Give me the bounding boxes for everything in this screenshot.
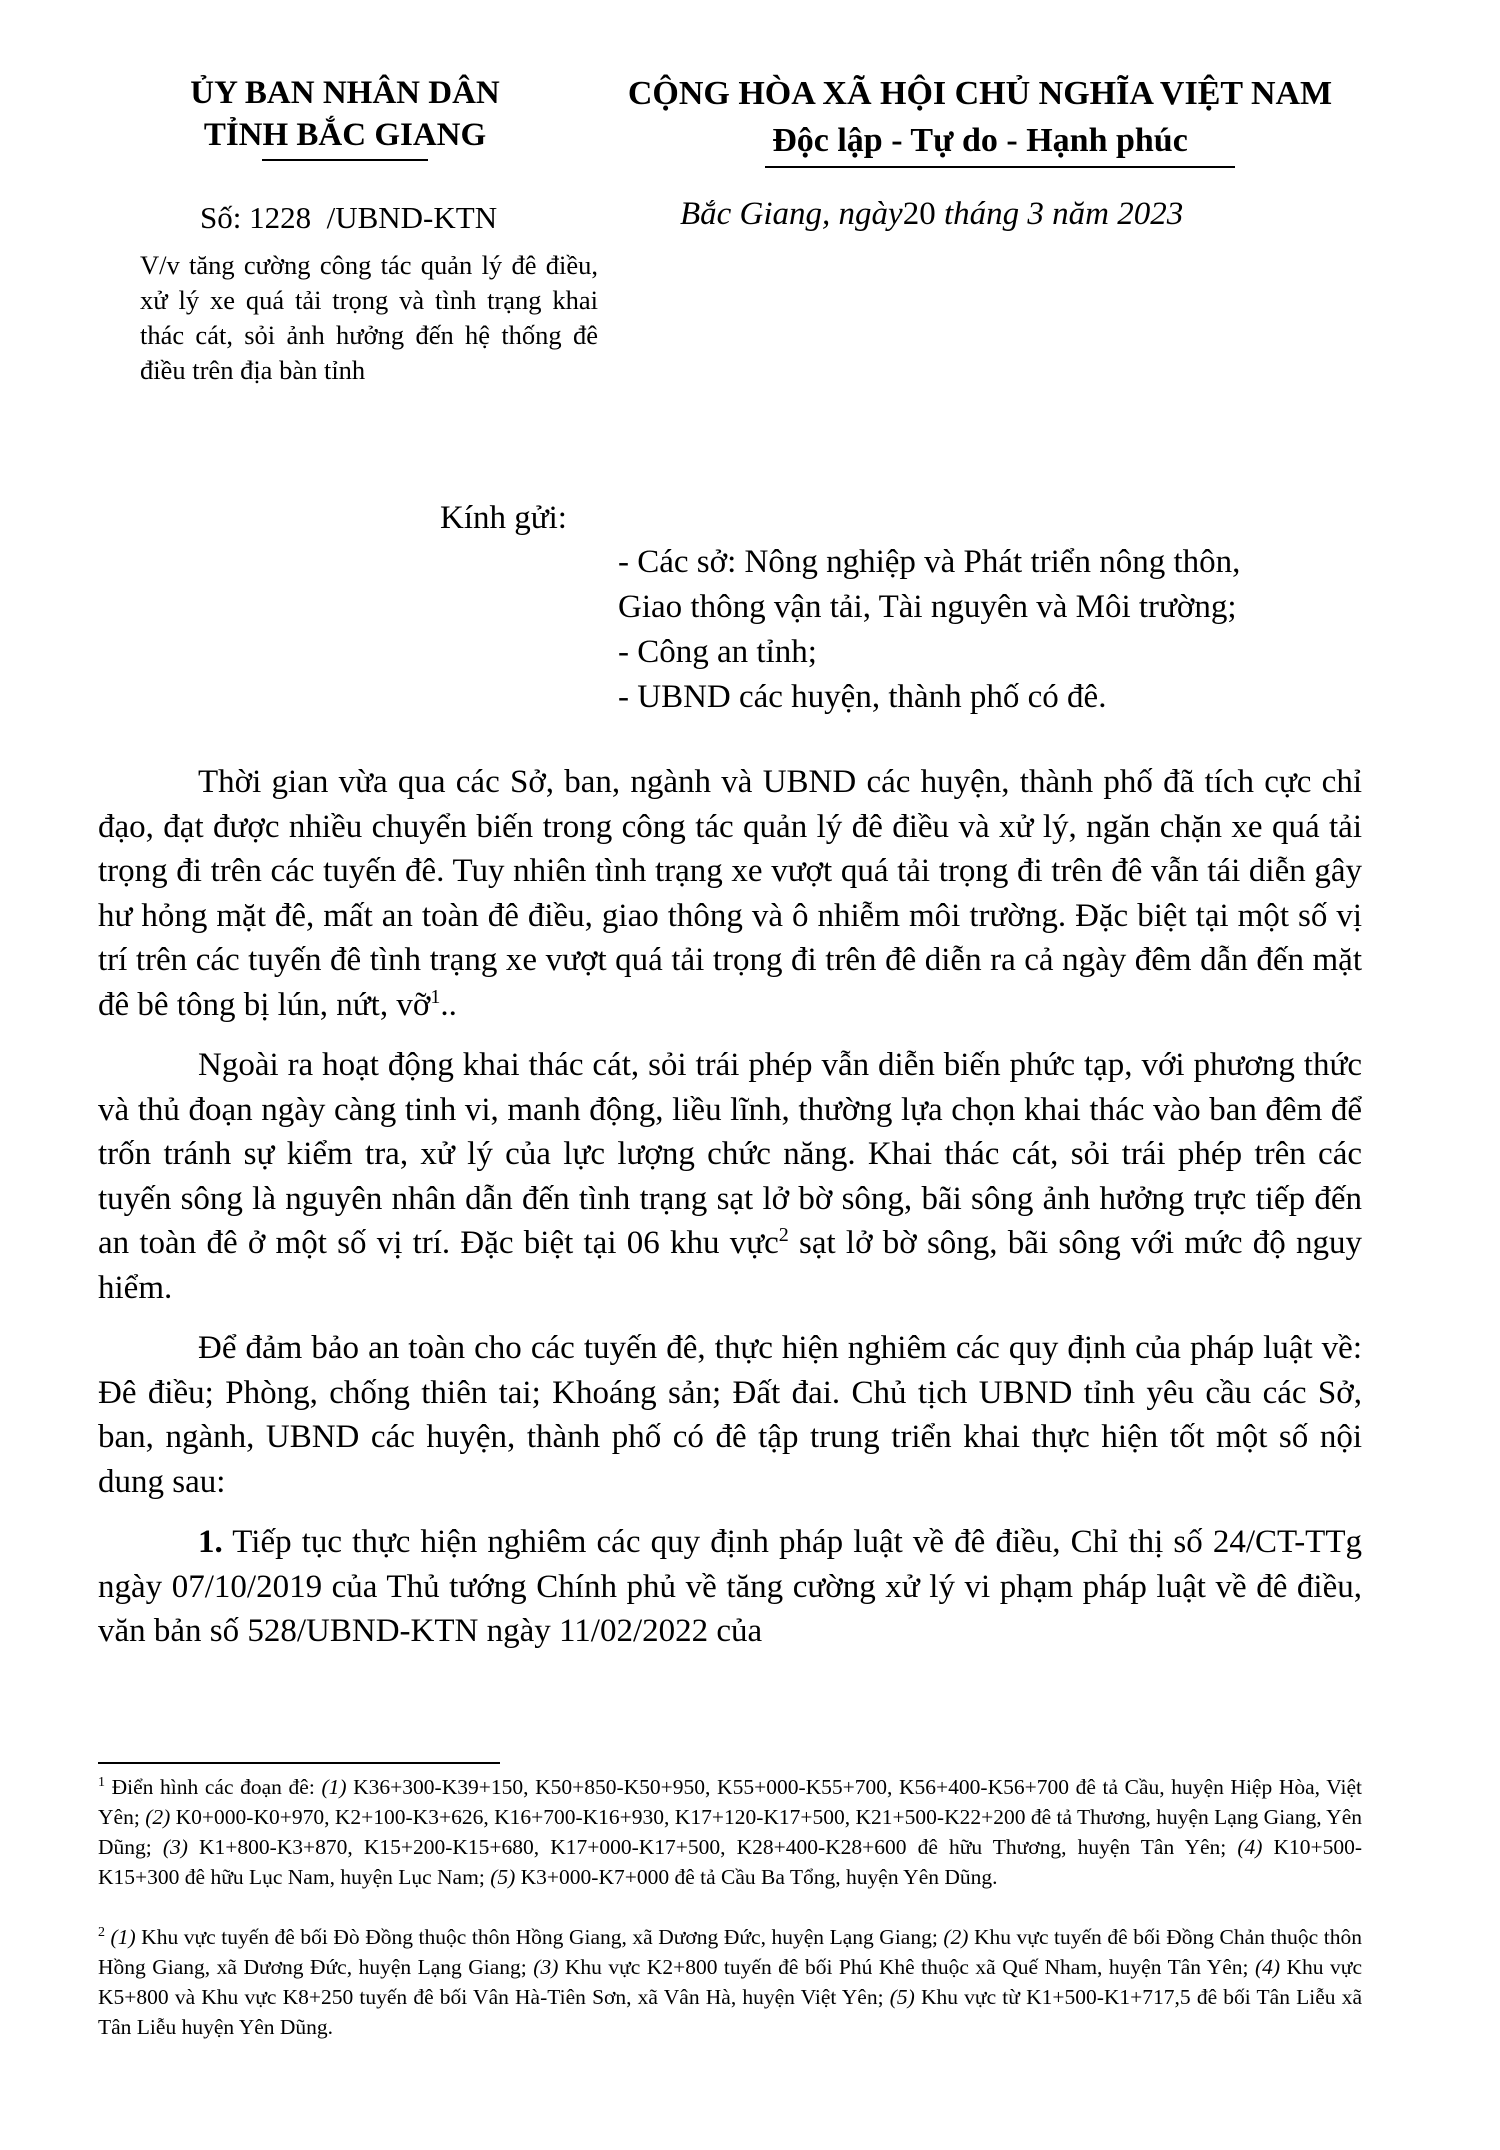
recipient-line-2: Giao thông vận tải, Tài nguyên và Môi trường;: [618, 589, 1237, 625]
footnote-2-text: Khu vực tuyến đê bối Đò Đồng thuộc thôn Hồng Giang, xã Dương Đức, huyện Lạng Giang;: [135, 1925, 944, 1949]
recipient-line-4: - UBND các huyện, thành phố có đê.: [618, 679, 1107, 715]
footnote-2-text: Khu vực từ K1+500-K1+717,5 đê bối Tân Liễu xã Tân Liễu huyện Yên Dũng.: [98, 1985, 1362, 2039]
footnote-1-item-label: (2): [145, 1805, 171, 1829]
footnote-2-item-label: (3): [533, 1955, 559, 1979]
footnote-ref-1[interactable]: 1: [430, 985, 441, 1008]
footnote-2: [98, 1922, 1362, 2042]
document-number-value: 1228: [249, 200, 312, 235]
footnote-2-item-label: (1): [110, 1925, 136, 1949]
recipients-label: Kính gửi:: [440, 500, 567, 536]
date-suffix: tháng 3 năm 2023: [943, 196, 1184, 232]
footnote-1: [98, 1772, 1362, 1892]
document-number-suffix: /UBND-KTN: [326, 200, 498, 235]
issuing-authority-line1: ỦY BAN NHÂN DÂN: [190, 75, 500, 111]
issuing-authority-line2: TỈNH BẮC GIANG: [203, 117, 487, 153]
recipient-line-1: - Các sở: Nông nghiệp và Phát triển nông thôn,: [618, 544, 1241, 580]
footnote-1-text: K10+500-K15+300 đê hữu Lục Nam, huyện Lục Nam;: [98, 1835, 1363, 1889]
footnote-1-text: K36+300-K39+150, K50+850-K50+950, K55+000-K55+700, K56+400-K56+700 đê tả Cầu, huyện Hiệp Hòa, Việt Yên;: [98, 1775, 1363, 1829]
footnote-1-text: K1+800-K3+870, K15+200-K15+680, K17+000-K17+500, K28+400-K28+600 đê hữu Thương, huyện Tân Yên;: [187, 1835, 1238, 1859]
footnote-2-text: Khu vực K5+800 và Khu vực K8+250 tuyến đê bối Vân Hà-Tiên Sơn, xã Vân Hà, huyện Việt Yên;: [98, 1955, 1362, 2009]
item-number-1: 1.: [198, 1524, 223, 1560]
recipient-line-3: - Công an tỉnh;: [618, 634, 817, 670]
footnote-separator: [98, 1762, 500, 1764]
footnote-2-item-label: (5): [889, 1985, 915, 2009]
footnote-2-item-label: (2): [943, 1925, 969, 1949]
date-day: 20: [902, 196, 936, 232]
paragraph-1-text: Thời gian vừa qua các Sở, ban, ngành và UBND các huyện, thành phố đã tích cực chỉ đạo, đạt được nhiều chuyển biến trong công tác quản lý đê điều và xử lý, ngăn chặn xe quá tải trọng đi trên các tuyến đê. Tuy nhiên tình trạng xe vượt quá tải trọng đi trên đê vẫn tái diễn gây hư hỏng mặt đê, mất an toàn đê điều, giao thông và ô nhiễm môi trường. Đặc biệt tại một số vị trí trên các tuyến đê tình trạng xe vượt quá tải trọng đi trên đê diễn ra cả ngày đêm dẫn đến mặt đê bê tông bị lún, nứt, vỡ: [98, 764, 1362, 1023]
footnote-1-item-label: (1): [321, 1775, 347, 1799]
paragraph-4-text: Tiếp tục thực hiện nghiêm các quy định pháp luật về đê điều, Chỉ thị số 24/CT-TTg ngày 07/10/2019 của Thủ tướng Chính phủ về tăng cường xử lý vi phạm pháp luật về đê điều, văn bản số 528/UBND-KTN ngày 11/02/2022 của: [98, 1524, 1362, 1649]
paragraph-2-end: sạt lở bờ sông, bãi sông với mức độ nguy hiểm.: [98, 1225, 1362, 1306]
footnote-ref-2[interactable]: 2: [778, 1224, 789, 1246]
footnote-1-text: Điển hình các đoạn đê:: [105, 1775, 322, 1799]
paragraph-1-end: ..: [440, 986, 457, 1023]
paragraph-2: [98, 1043, 1362, 1310]
footnote-1-item-label: (4): [1237, 1835, 1263, 1859]
footnote-1-item-label: (3): [162, 1835, 188, 1859]
document-number-label: Số:: [200, 200, 242, 235]
national-motto: Độc lập - Tự do - Hạnh phúc: [772, 122, 1188, 159]
national-title: CỘNG HÒA XÃ HỘI CHỦ NGHĨA VIỆT NAM: [627, 75, 1333, 112]
footnote-2-text: Khu vực tuyến đê bối Đồng Chản thuộc thôn Hồng Giang, xã Dương Đức, huyện Lạng Giang;: [98, 1925, 1362, 1979]
document-subject: V/v tăng cường công tác quản lý đê điều, xử lý xe quá tải trọng và tình trạng khai thác cát, sỏi ảnh hưởng đến hệ thống đê điều trên địa bàn tỉnh: [140, 250, 598, 385]
footnote-1-text: K0+000-K0+970, K2+100-K3+626, K16+700-K16+930, K17+120-K17+500, K21+500-K22+200 đê tả Thương, huyện Lạng Giang, Yên Dũng;: [98, 1805, 1362, 1859]
footnote-2-mark: 2: [98, 1924, 105, 1940]
footnote-2-text: Khu vực K2+800 tuyến đê bối Phú Khê thuộc xã Quế Nham, huyện Tân Yên;: [558, 1955, 1255, 1979]
motto-underline: [765, 166, 1235, 168]
footnote-1-item-label: (5): [490, 1865, 516, 1889]
paragraph-1: [98, 760, 1362, 1027]
footnote-2-item-label: (4): [1254, 1955, 1281, 1979]
document-date: [680, 196, 1183, 233]
authority-underline: [262, 159, 428, 161]
footnote-1-mark: 1: [98, 1774, 105, 1790]
document-number: [200, 200, 497, 236]
paragraph-3: Để đảm bảo an toàn cho các tuyến đê, thực hiện nghiêm các quy định của pháp luật về: Đê điều; Phòng, chống thiên tai; Khoáng sản; Đất đai. Chủ tịch UBND tỉnh yêu cầu các Sở, ban, ngành, UBND các huyện, thành phố có đê tập trung triển khai thực hiện tốt một số nội dung sau:: [98, 1330, 1362, 1500]
paragraph-4: [98, 1520, 1362, 1654]
date-prefix: Bắc Giang, ngày: [680, 196, 903, 232]
paragraph-2-text: Ngoài ra hoạt động khai thác cát, sỏi trái phép vẫn diễn biến phức tạp, với phương thức và thủ đoạn ngày càng tinh vi, manh động, liều lĩnh, thường lựa chọn khai thác vào ban đêm để trốn tránh sự kiểm tra, xử lý của lực lượng chức năng. Khai thác cát, sỏi trái phép trên các tuyến sông là nguyên nhân dẫn đến tình trạng sạt lở bờ sông, bãi sông ảnh hưởng trực tiếp đến an toàn đê ở một số vị trí. Đặc biệt tại 06 khu vực: [98, 1047, 1362, 1261]
footnote-1-text: K3+000-K7+000 đê tả Cầu Ba Tổng, huyện Yên Dũng.: [515, 1865, 998, 1889]
document-body: [98, 760, 1362, 1670]
